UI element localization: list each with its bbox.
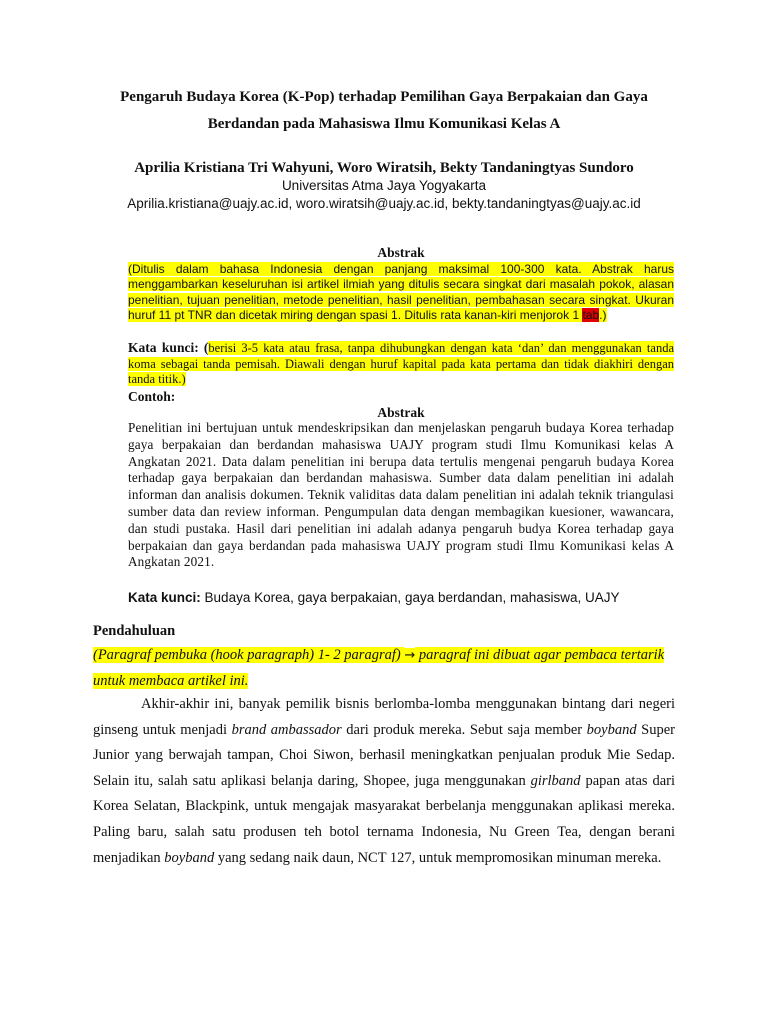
author-emails: Aprilia.kristiana@uajy.ac.id, woro.wiratsih@uajy.ac.id, bekty.tandaningtyas@uajy.ac.id bbox=[127, 196, 641, 211]
paper-title-line-1: Pengaruh Budaya Korea (K-Pop) terhadap Pemilihan Gaya Berpakaian dan Gaya bbox=[120, 89, 648, 105]
hook-instruction-part-1: (Paragraf pembuka (hook paragraph) 1- 2 paragraf) bbox=[93, 647, 401, 663]
intro-paragraph bbox=[93, 692, 675, 871]
example-keywords bbox=[128, 589, 688, 606]
hook-instruction-part-2: paragraf ini dibuat agar pembaca tertarik untuk membaca artikel ini. bbox=[93, 647, 665, 689]
paragraph-text: papan atas dari Korea Selatan, Blackpink, untuk mengajak masyarakat berbelanja menggunakan aplikasi mereka. Paling baru, salah satu produsen teh botol ternama Indonesia, Nu Green Tea, dengan berani menjadikan bbox=[93, 772, 675, 866]
paragraph-text: Akhir-akhir ini, banyak pemilik bisnis berlomba-lomba menggunakan bintang dari negeri ginseng untuk menjadi bbox=[93, 696, 675, 738]
paper-title bbox=[80, 84, 688, 138]
abstract-guideline-text: (Ditulis dalam bahasa Indonesia dengan panjang maksimal 100-300 kata. Abstrak harus menggambarkan keseluruhan isi artikel ilmiah yang ditulis secara singkat dari masalah pokok, alasan penelitian, tujuan penelitian, metode penelitian, hasil penelitian, pembahasan secara singkat. Ukuran huruf 11 pt TNR dan dicetak miring dengan spasi 1. Ditulis rata kanan-kiri menjorok 1 bbox=[128, 262, 674, 322]
abstract-guideline bbox=[128, 262, 674, 323]
example-keywords-text: Budaya Korea, gaya berpakaian, gaya berdandan, mahasiswa, UAJY bbox=[204, 590, 620, 605]
example-abstract-heading: Abstrak bbox=[377, 405, 425, 420]
example-keywords-label: Kata kunci: bbox=[128, 590, 201, 605]
paragraph-italic-term: brand ambassador bbox=[231, 721, 342, 738]
affiliation: Universitas Atma Jaya Yogyakarta bbox=[281, 178, 487, 193]
paragraph-italic-term: girlband bbox=[530, 772, 581, 789]
keywords-label: Kata kunci: bbox=[128, 340, 199, 355]
example-abstract-body: Penelitian ini bertujuan untuk mendeskripsikan dan menjelaskan pengaruh budaya Korea terhadap gaya berpakaian dan berdandan mahasiswa UAJY program studi Ilmu Komunikasi kelas A Angkatan 2021. Data dalam penelitian ini berupa data tertulis mengenai pengaruh budaya Korea terhadap gaya berpakaian dan berdandan mahasiswa. Sumber data dalam penelitian ini adalah informan dan analisis dokumen. Teknik validitas data dalam penelitian ini adalah teknik triangulasi sumber data dan review informan. Pengumpulan data dengan membagikan kuesioner, wawancara, dan studi pustaka. Hasil dari penelitian ini adalah adanya pengaruh budya Korea terhadap gaya berpakaian dan gaya berdandan pada mahasiswa UAJY program studi Ilmu Komunikasi kelas A Angkatan 2021. bbox=[128, 420, 674, 570]
abstract-heading: Abstrak bbox=[377, 245, 425, 260]
example-label: Contoh: bbox=[128, 389, 176, 404]
intro-heading: Pendahuluan bbox=[93, 623, 176, 639]
tab-highlight: tab bbox=[582, 307, 600, 322]
author-list: Aprilia Kristiana Tri Wahyuni, Woro Wiratsih, Bekty Tandaningtyas Sundoro bbox=[134, 160, 634, 176]
arrow-right-icon: → bbox=[404, 648, 416, 663]
paragraph-italic-term: boyband bbox=[586, 721, 637, 738]
abstract-guideline-end: .) bbox=[599, 307, 607, 322]
hook-instruction bbox=[93, 643, 675, 694]
paragraph-text: dari produk mereka. Sebut saja member bbox=[341, 721, 587, 738]
paper-title-line-2: Berdandan pada Mahasiswa Ilmu Komunikasi Kelas A bbox=[207, 116, 561, 132]
keywords-guideline-text: berisi 3-5 kata atau frasa, tanpa dihubungkan dengan kata ‘dan’ dan menggunakan tanda koma sebagai tanda pemisah. Diawali dengan huruf kapital pada kata pertama dan tidak diakhiri dengan tanda titik.) bbox=[128, 341, 675, 386]
paragraph-text: yang sedang naik daun, NCT 127, untuk mempromosikan minuman mereka. bbox=[214, 849, 662, 866]
keywords-open-paren: ( bbox=[203, 340, 209, 355]
paragraph-text: Super Junior yang berwajah tampan, Choi Siwon, berhasil meningkatkan penjualan produk Mie Sedap. Selain itu, salah satu aplikasi belanja daring, Shopee, juga menggunakan bbox=[93, 721, 676, 789]
paragraph-italic-term: boyband bbox=[164, 849, 215, 866]
keywords-guideline bbox=[128, 340, 674, 388]
